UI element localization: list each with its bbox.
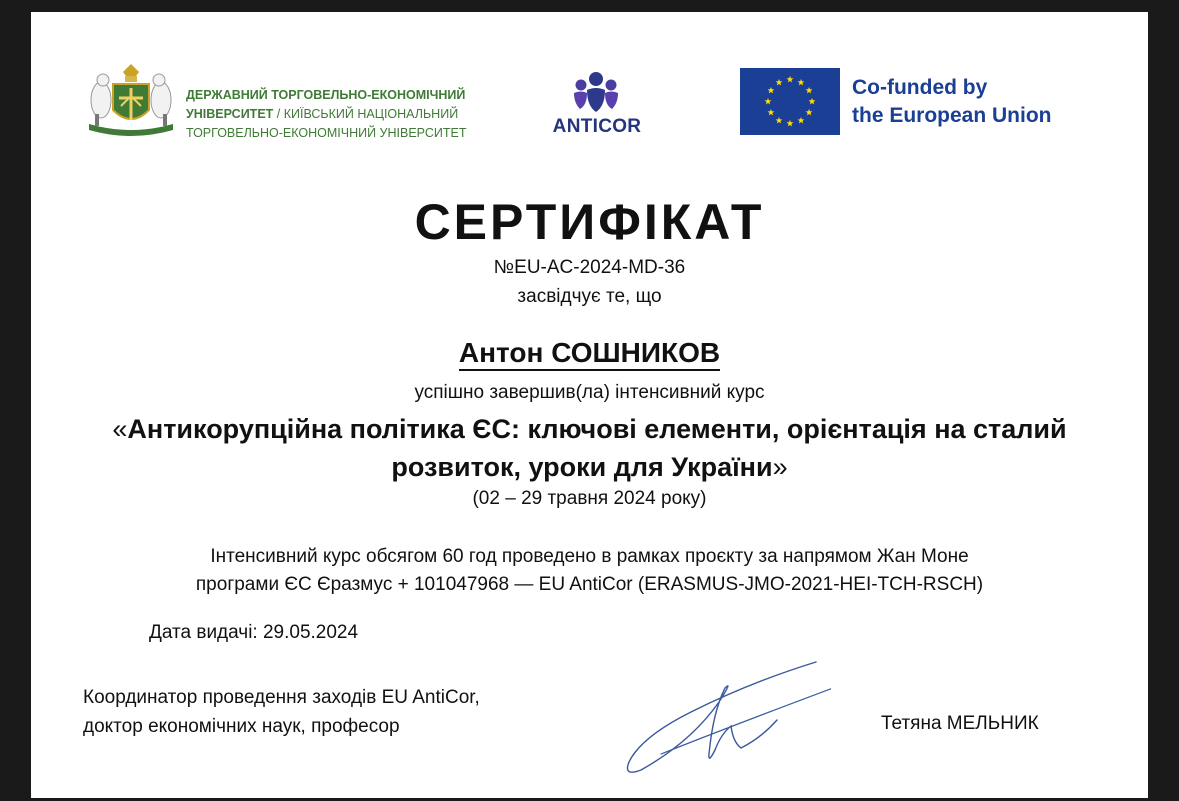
eu-star-icon <box>776 79 783 86</box>
certificate-page <box>31 12 1148 798</box>
signer-name: Тетяна МЕЛЬНИК <box>881 713 1039 734</box>
eu-line1: Co-funded by <box>852 76 988 99</box>
course-title <box>31 410 1148 486</box>
eu-star-icon <box>787 76 794 83</box>
completed-text: успішно завершив(ла) інтенсивний курс <box>414 382 765 403</box>
course-line2: розвиток, уроки для України <box>391 452 773 482</box>
eu-star-icon <box>787 120 794 127</box>
issue-date: Дата видачі: 29.05.2024 <box>149 622 359 643</box>
recipient-name <box>31 335 1148 371</box>
course-info <box>31 543 1148 599</box>
eu-line2: the European Union <box>852 104 1052 127</box>
eu-star-icon <box>806 87 813 94</box>
university-name <box>186 86 506 143</box>
eu-star-icon <box>798 117 805 124</box>
eu-star-icon <box>798 79 805 86</box>
course-close-quote: » <box>772 452 788 482</box>
university-line2b: / КИЇВСЬКИЙ НАЦІОНАЛЬНИЙ <box>273 107 459 121</box>
course-line1: Антикорупційна політика ЄС: ключові елементи, орієнтація на сталий <box>127 414 1067 444</box>
course-dates: (02 – 29 травня 2024 року) <box>472 488 707 509</box>
anticor-label: ANTICOR <box>552 116 642 137</box>
coordinator-line1: Координатор проведення заходів EU AntiCor, <box>83 687 480 708</box>
eu-star-icon <box>806 109 813 116</box>
signature-icon <box>601 642 831 782</box>
course-open-quote: « <box>112 414 128 444</box>
certifies-text: засвідчує те, що <box>517 286 662 307</box>
eu-cofunded-text <box>852 74 1092 130</box>
university-line2a: УНІВЕРСИТЕТ <box>186 107 274 121</box>
anticor-people-icon <box>567 70 625 114</box>
certificate-number: №EU-AC-2024-MD-36 <box>493 257 686 278</box>
university-line3: ТОРГОВЕЛЬНО-ЕКОНОМІЧНИЙ УНІВЕРСИТЕТ <box>186 126 467 140</box>
eu-star-icon <box>768 109 775 116</box>
eu-flag <box>740 68 840 135</box>
certificate-title: СЕРТИФІКАТ <box>414 194 765 250</box>
university-coat-of-arms-icon <box>81 62 181 137</box>
eu-star-icon <box>768 87 775 94</box>
university-line1: ДЕРЖАВНИЙ ТОРГОВЕЛЬНО-ЕКОНОМІЧНИЙ <box>186 88 466 102</box>
coordinator-info <box>83 683 480 741</box>
info-line1: Інтенсивний курс обсягом 60 год проведено в рамках проєкту за напрямом Жан Моне <box>210 546 969 567</box>
coordinator-line2: доктор економічних наук, професор <box>83 716 400 737</box>
recipient-name-text: Антон СОШНИКОВ <box>459 337 720 371</box>
eu-flag-icon <box>740 68 840 135</box>
eu-star-icon <box>809 98 816 105</box>
eu-star-icon <box>765 98 772 105</box>
info-line2: програми ЄС Єразмус + 101047968 — EU AntiCor (ERASMUS-JMO-2021-HEI-TCH-RSCH) <box>195 574 984 595</box>
eu-star-icon <box>776 117 783 124</box>
